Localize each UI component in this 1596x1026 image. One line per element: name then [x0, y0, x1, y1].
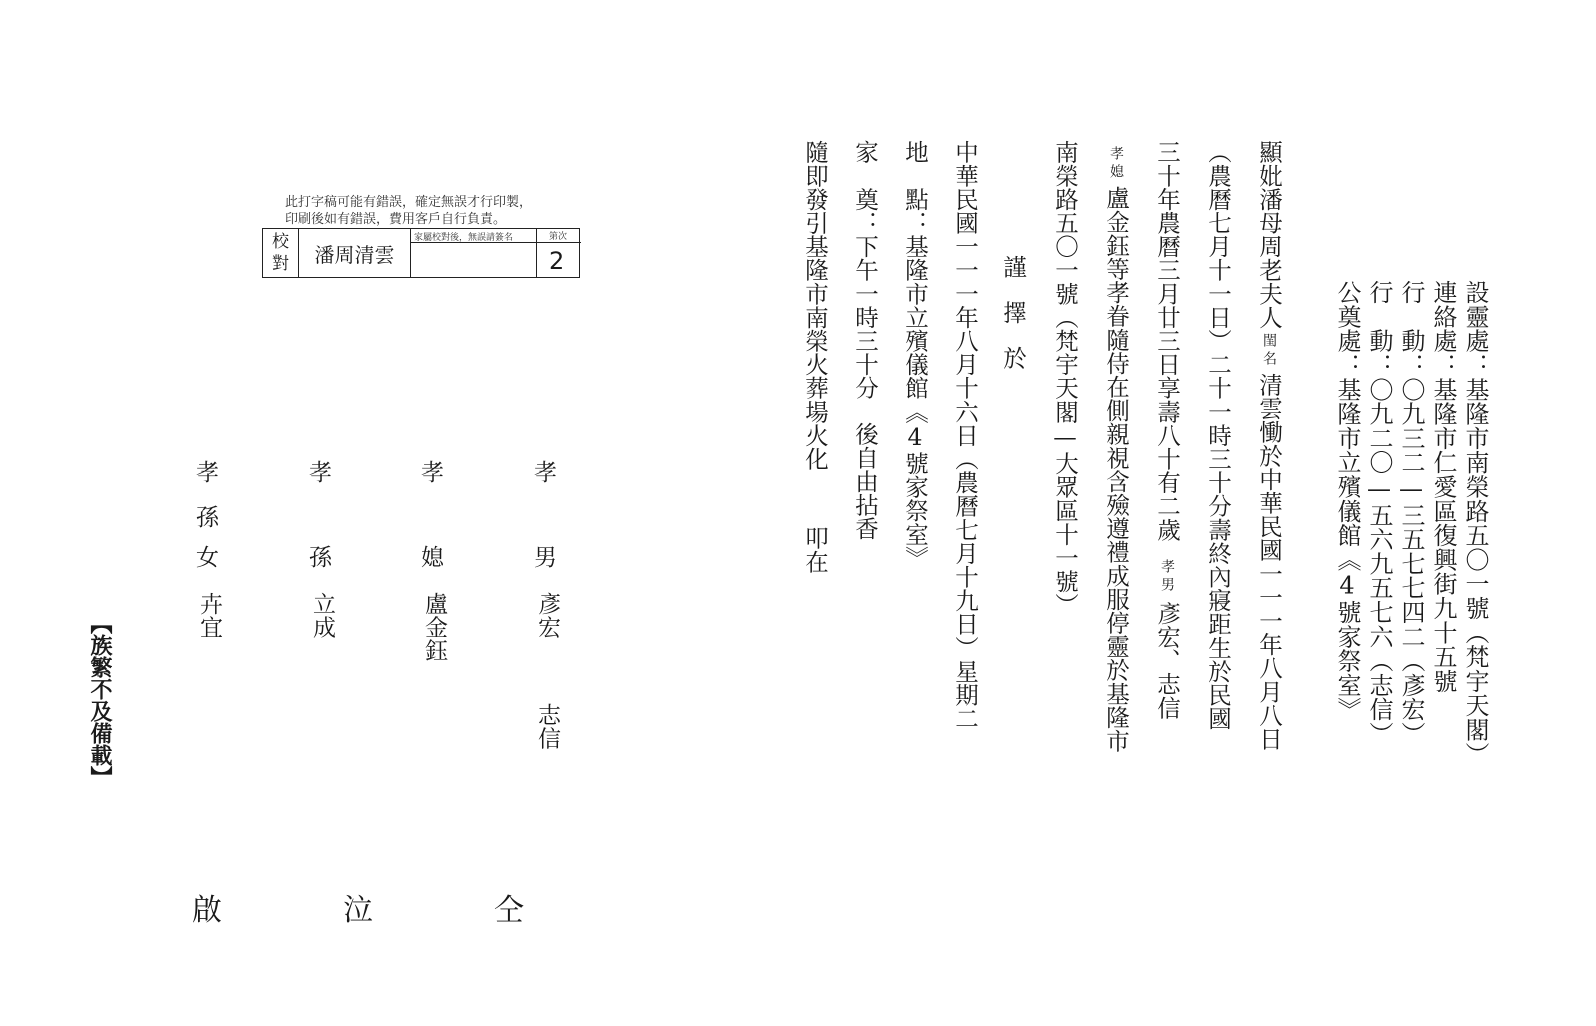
signature-field[interactable]: [411, 229, 537, 277]
grandson-title: 孝: [309, 460, 332, 486]
son-name-2: 志信: [534, 703, 560, 750]
granddaughter-role-1: 孫: [196, 505, 219, 531]
body-col-3: 三十年農曆三月廿三日享壽八十有二歲孝男彥宏、志信: [1153, 140, 1181, 720]
maiden-name-label: 閨名: [1261, 332, 1277, 369]
proof-label: 校對: [263, 229, 299, 277]
closing-tong: 仝: [494, 893, 524, 928]
body-col-6: 謹擇於: [999, 255, 1027, 392]
family-too-many-note: 【族繁不及備載】: [87, 612, 112, 788]
mobile-yanhong: 行 動：〇九三二—三五七七四二（彥宏）: [1397, 280, 1425, 746]
proof-warning: 此打字稿可能有錯誤，確定無誤才行印製， 印刷後如有錯誤，費用客戶自行負責。: [285, 195, 533, 227]
funeral-place: 地 點：基隆市立殯儀館《4號家祭室》: [901, 140, 929, 570]
closing-qi2: 啟: [192, 893, 222, 928]
granddaughter-role-2: 女: [196, 545, 219, 571]
proof-count-label: 第次: [549, 232, 568, 242]
proof-count: [537, 229, 581, 277]
mobile-zhixin: 行 動：〇九二〇—五六九五七六（志信）: [1365, 280, 1393, 746]
son-role: 男: [534, 545, 557, 571]
body-col-5: 南榮路五〇一號（梵宇天閣—大眾區十一號）: [1051, 140, 1079, 617]
grandson-role: 孫: [309, 545, 332, 571]
cremation-note: 隨即發引基隆市南榮火葬場火化叩在: [801, 140, 829, 574]
proof-name: 潘周清雲: [299, 229, 411, 277]
granddaughter-name: 卉宜: [196, 592, 222, 639]
memorial-location: 公奠處：基隆市立殯儀館《4號家祭室》: [1333, 280, 1361, 722]
proof-count-value: 2: [549, 247, 565, 275]
daughter-in-law-label: 孝媳: [1108, 146, 1124, 182]
son-name-1: 彥宏: [534, 592, 560, 639]
dil-title: 孝: [421, 460, 444, 486]
funeral-date: 中華民國一一一年八月十六日（農曆七月十九日）星期二: [951, 140, 979, 730]
dil-name: 盧金鈺: [421, 592, 447, 662]
family-rite-time: 家 奠：下午一時三十分後自由拈香: [851, 140, 879, 540]
granddaughter-title: 孝: [196, 460, 219, 486]
wake-location: 設靈處：基隆市南榮路五〇一號（梵宇天閣）: [1461, 280, 1489, 766]
body-col-1: 顯妣潘母周老夫人閨名清雲慟於中華民國一一一年八月八日: [1255, 140, 1283, 751]
dil-role: 媳: [421, 545, 444, 571]
proof-box: [262, 228, 580, 278]
body-col-2: （農曆七月十一日）二十一時三十分壽終內寢距生於民國: [1204, 140, 1232, 730]
contact-address: 連絡處：基隆市仁愛區復興街九十五號: [1429, 280, 1457, 694]
body-col-4: 孝媳盧金鈺等孝眷隨侍在側親視含殮遵禮成服停靈於基隆市: [1102, 146, 1130, 753]
signature-label: 家屬校對後，無誤請簽名: [414, 233, 514, 243]
grandson-name: 立成: [309, 592, 335, 639]
closing-qi: 泣: [343, 893, 373, 928]
son-title: 孝: [534, 460, 557, 486]
filial-son-label: 孝男: [1159, 559, 1175, 596]
